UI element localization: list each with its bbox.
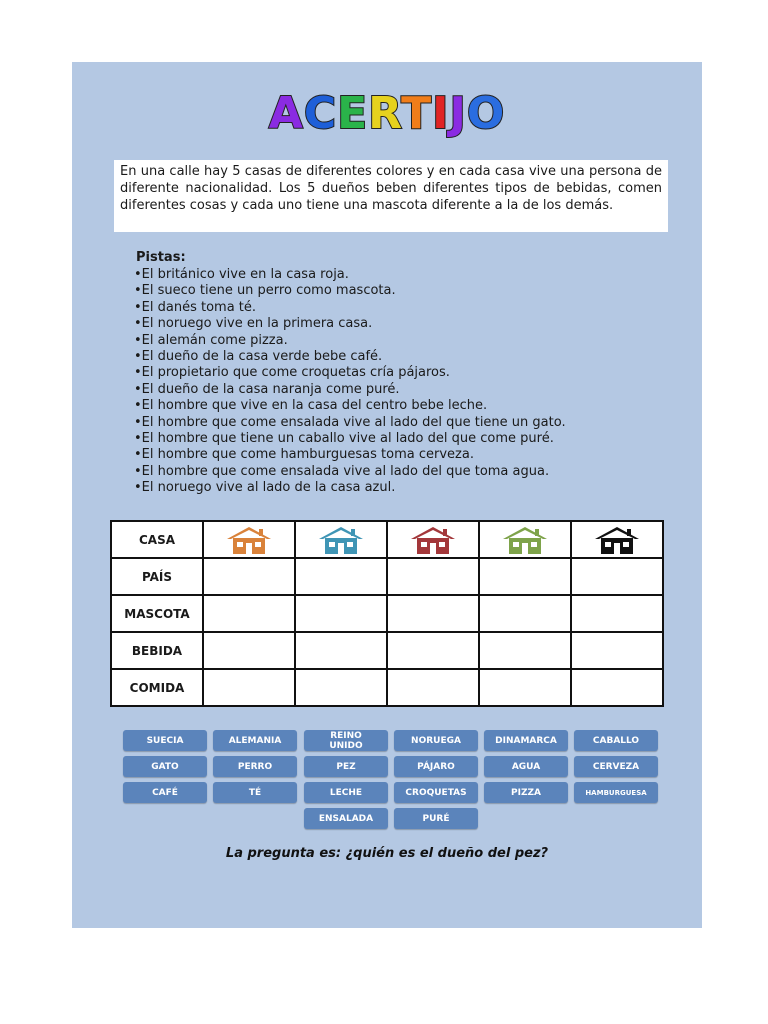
answer-cell[interactable] xyxy=(479,558,571,595)
puzzle-grid xyxy=(110,520,664,707)
chip-pájaro[interactable]: PÁJARO xyxy=(394,756,478,777)
chip-agua[interactable]: AGUA xyxy=(484,756,568,777)
clues-heading: Pistas: xyxy=(136,250,186,265)
chip-cerveza[interactable]: CERVEZA xyxy=(574,756,658,777)
chip-ensalada[interactable]: ENSALADA xyxy=(304,808,388,829)
chip-pez[interactable]: PEZ xyxy=(304,756,388,777)
page-title xyxy=(72,88,702,139)
clues-list xyxy=(134,267,566,497)
answer-cell[interactable] xyxy=(387,558,479,595)
answer-cell[interactable] xyxy=(295,595,387,632)
title-letter: C xyxy=(303,88,338,139)
answer-cell[interactable] xyxy=(571,595,663,632)
answer-cell[interactable] xyxy=(203,632,295,669)
row-label: BEBIDA xyxy=(111,632,203,669)
chip-noruega[interactable]: NORUEGA xyxy=(394,730,478,751)
chip-perro[interactable]: PERRO xyxy=(213,756,297,777)
answer-cell[interactable] xyxy=(387,632,479,669)
grid-row xyxy=(111,595,663,632)
answer-cell[interactable] xyxy=(203,669,295,706)
answer-cell[interactable] xyxy=(203,558,295,595)
clue-item: •El hombre que come ensalada vive al lado del que toma agua. xyxy=(134,463,550,479)
clue-item: •El hombre que vive en la casa del centro bebe leche. xyxy=(134,398,488,414)
title-letter: E xyxy=(337,88,369,139)
title-letter: J xyxy=(449,88,467,139)
house-blue-icon xyxy=(295,521,387,558)
answer-cell[interactable] xyxy=(479,595,571,632)
title-letter: I xyxy=(432,88,450,139)
chip-hamburguesa[interactable]: HAMBURGUESA xyxy=(574,782,658,803)
chip-dinamarca[interactable]: DINAMARCA xyxy=(484,730,568,751)
clue-item: •El hombre que tiene un caballo vive al lado del que come puré. xyxy=(134,431,554,447)
answer-cell[interactable] xyxy=(295,632,387,669)
grid-row xyxy=(111,558,663,595)
clue-item: •El alemán come pizza. xyxy=(134,332,288,348)
answer-cell[interactable] xyxy=(387,669,479,706)
house-green-icon xyxy=(479,521,571,558)
row-label: COMIDA xyxy=(111,669,203,706)
title-letter: A xyxy=(268,88,304,139)
answer-cell[interactable] xyxy=(203,595,295,632)
answer-cell[interactable] xyxy=(479,669,571,706)
title-letter: T xyxy=(401,88,433,139)
answer-cell[interactable] xyxy=(387,595,479,632)
title-letter: R xyxy=(368,88,402,139)
row-label: MASCOTA xyxy=(111,595,203,632)
worksheet xyxy=(72,62,702,928)
chip-pizza[interactable]: PIZZA xyxy=(484,782,568,803)
clue-item: •El sueco tiene un perro como mascota. xyxy=(134,283,396,299)
answer-cell[interactable] xyxy=(295,558,387,595)
answer-cell[interactable] xyxy=(295,669,387,706)
clue-item: •El noruego vive en la primera casa. xyxy=(134,316,373,332)
answer-chips xyxy=(72,730,702,834)
answer-cell[interactable] xyxy=(479,632,571,669)
question-text: La pregunta es: ¿quién es el dueño del pez? xyxy=(225,846,549,861)
chip-gato[interactable]: GATO xyxy=(123,756,207,777)
answer-cell[interactable] xyxy=(571,558,663,595)
clue-item: •El dueño de la casa naranja come puré. xyxy=(134,381,400,397)
chip-reino-unido[interactable]: REINO UNIDO xyxy=(304,730,388,751)
clue-item: •El británico vive en la casa roja. xyxy=(134,267,349,282)
clue-item: •El hombre que come ensalada vive al lado del que tiene un gato. xyxy=(134,414,566,430)
chip-leche[interactable]: LECHE xyxy=(304,782,388,803)
chip-café[interactable]: CAFÉ xyxy=(123,782,207,803)
chip-suecia[interactable]: SUECIA xyxy=(123,730,207,751)
clue-item: •El noruego vive al lado de la casa azul. xyxy=(134,480,396,496)
row-label: PAÍS xyxy=(111,558,203,595)
grid-row xyxy=(111,632,663,669)
grid-row xyxy=(111,521,663,558)
house-orange-icon xyxy=(203,521,295,558)
row-label: CASA xyxy=(111,521,203,558)
clue-item: •El dueño de la casa verde bebe café. xyxy=(134,349,383,365)
house-black-icon xyxy=(571,521,663,558)
chip-croquetas[interactable]: CROQUETAS xyxy=(394,782,478,803)
intro-text: En una calle hay 5 casas de diferentes colores y en cada casa vive una persona de diferente nacionalidad. Los 5 dueños beben diferentes tipos de bebidas, comen diferentes cosas y cada uno tiene una mascota diferente a la de los demás. xyxy=(114,160,668,232)
clue-item: •El hombre que come hamburguesas toma cerveza. xyxy=(134,447,474,463)
clue-item: •El propietario que come croquetas cría pájaros. xyxy=(134,365,450,381)
grid-row xyxy=(111,669,663,706)
answer-cell[interactable] xyxy=(571,632,663,669)
title-letter: O xyxy=(466,88,506,139)
chip-caballo[interactable]: CABALLO xyxy=(574,730,658,751)
chip-té[interactable]: TÉ xyxy=(213,782,297,803)
answer-cell[interactable] xyxy=(571,669,663,706)
clue-item: •El danés toma té. xyxy=(134,299,257,315)
house-red-icon xyxy=(387,521,479,558)
chip-alemania[interactable]: ALEMANIA xyxy=(213,730,297,751)
chip-puré[interactable]: PURÉ xyxy=(394,808,478,829)
